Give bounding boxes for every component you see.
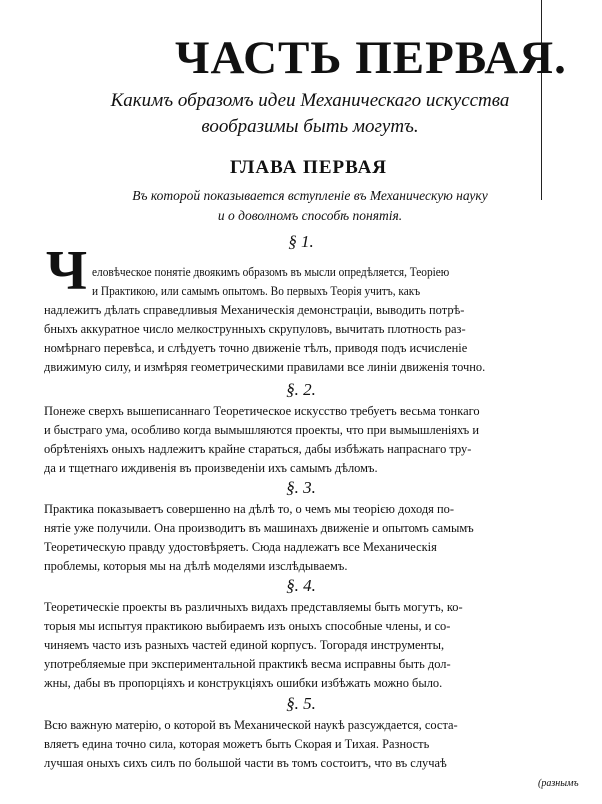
paragraph-line: номѣрнаго перевѣса, и слѣдуетъ точно движеніе тѣлъ, приводя подъ исчисленіе — [44, 341, 468, 355]
subtitle-line-1: Какимъ образомъ идеи Механическаго искусства — [110, 90, 510, 111]
paragraph-line: Всю важную матерію, о которой въ Механической наукѣ разсуждается, соста- — [44, 718, 458, 732]
paragraph-line: проблемы, которыя мы на дѣлѣ моделями изслѣдываемъ. — [44, 559, 348, 573]
paragraph-line: лучшая оныхъ сихъ силъ по большой части въ томъ состоитъ, что въ случаѣ — [44, 756, 447, 770]
paragraph-line: и Практикою, или самымъ опытомъ. Во первыхъ Теорія учитъ, какъ — [92, 284, 421, 298]
section-heading-1: § 1. — [288, 232, 314, 251]
section-heading-5: §. 5. — [286, 694, 316, 713]
dropcap-letter: Ч — [46, 240, 88, 302]
part-title: ЧАСТЬ ПЕРВАЯ. — [175, 32, 567, 84]
paragraph-line: еловѣческое понятіе двоякимъ образомъ въ мысли опредѣляется, Теоріею — [92, 265, 450, 279]
paragraph-line: и быстраго ума, особливо когда вымышляются проекты, что при вымышленіяхъ и — [44, 423, 480, 437]
paragraph-line: торыя мы испытуя практикою выбираемъ изъ оныхъ способные члены, и со- — [44, 619, 451, 633]
section-heading-3: §. 3. — [286, 478, 316, 497]
paragraph-line: жны, дабы въ пропорціяхъ и конструкціяхъ ошибки избѣжать можно было. — [44, 676, 443, 690]
chapter-subtitle-line-2: и о доволномъ способѣ понятія. — [217, 208, 403, 223]
paragraph-line: да и тщетнаго иждивенія въ произведеніи ихъ самымъ дѣломъ. — [44, 461, 378, 475]
paragraph-line: Теоретическіе проекты въ различныхъ видахъ представляемы быть могутъ, ко- — [44, 600, 463, 614]
paragraph-line: Понеже сверхъ вышеписаннаго Теоретическое искусство требуетъ весьма тонкаго — [44, 404, 480, 418]
chapter-title: ГЛАВА ПЕРВАЯ — [230, 157, 388, 178]
paragraph-line: употребляемые при экспериментальной практикѣ весма исправны быть дол- — [44, 657, 451, 671]
paragraph-line: вляетъ едина точно сила, которая можетъ быть Скорая и Тихая. Разность — [44, 737, 430, 751]
paragraph-line: обрѣтеніяхъ оныхъ надлежитъ крайне стараться, дабы избѣжать напраснаго тру- — [44, 442, 472, 456]
section-heading-4: §. 4. — [286, 576, 316, 595]
section-heading-2: §. 2. — [286, 380, 316, 399]
paragraph-line: Теоретическую правду удостовѣряетъ. Сюда надлежатъ все Механическія — [44, 540, 437, 554]
subtitle-line-2: вообразимы быть могутъ. — [201, 116, 419, 137]
paragraph-line: бныхъ аккуратное число мелкострунныхъ скрупуловъ, вычитать плотность раз- — [44, 322, 466, 336]
paragraph-line: Практика показываетъ совершенно на дѣлѣ то, о чемъ мы теорією доходя по- — [44, 502, 455, 516]
paragraph-line: надлежитъ дѣлать справедливыя Механическія демонстраціи, выводить потрѣ- — [44, 303, 465, 317]
paragraph-line: чиняемъ часто изъ разныхъ частей единой корпусъ. Тогорадя инструменты, — [44, 638, 445, 652]
paragraph-line: движимую силу, и измѣряя геометрическими правилами все линіи движенія точно. — [44, 360, 486, 374]
chapter-subtitle-line-1: Въ которой показывается вступленіе въ Механическую науку — [132, 188, 488, 203]
paragraph-line: нятіе уже получили. Она производитъ въ машинахъ движеніе и опытомъ самымъ — [44, 521, 474, 535]
catchword: (разнымъ — [538, 778, 579, 789]
